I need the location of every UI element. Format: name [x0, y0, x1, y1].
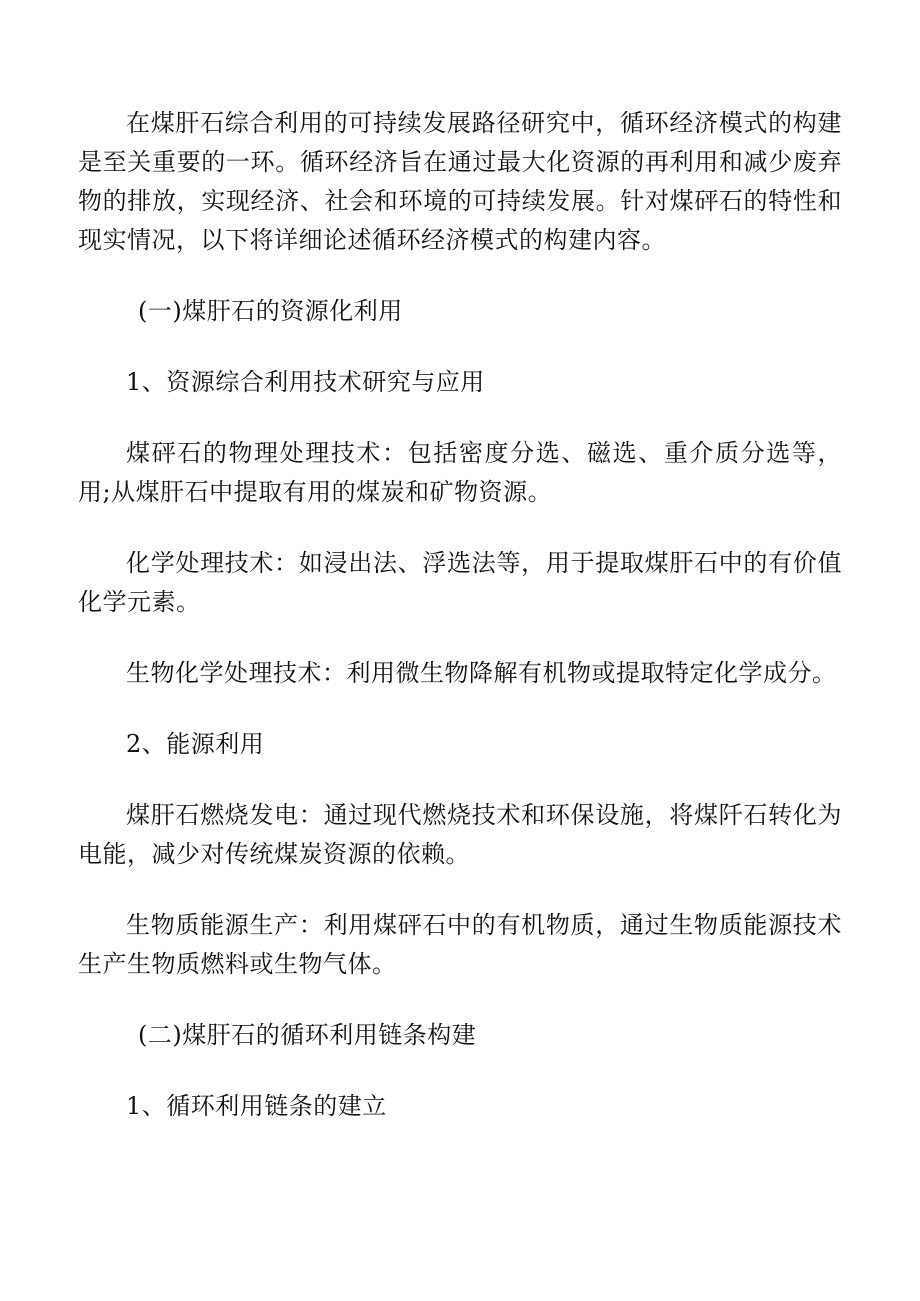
- document-page: [78, 104, 842, 1126]
- subsection-heading-2: 2、能源利用: [126, 730, 265, 758]
- section-heading-1: (一)煤肝石的资源化利用: [138, 297, 403, 325]
- biochemical-treatment-paragraph: 生物化学处理技术：利用微生物降解有机物或提取特定化学成分。: [126, 659, 837, 687]
- power-generation-paragraph: 煤肝石燃烧发电：通过现代燃烧技术和环保设施，将煤阡石转化为电能，减少对传统煤炭资源的依赖。: [78, 801, 842, 868]
- chemical-treatment-paragraph: 化学处理技术：如浸出法、浮选法等，用于提取煤肝石中的有价值化学元素。: [78, 549, 842, 616]
- biomass-energy-paragraph: 生物质能源生产：利用煤砰石中的有机物质，通过生物质能源技术生产生物质燃料或生物气体。: [78, 911, 842, 978]
- subsection-heading-1: 1、资源综合利用技术研究与应用: [126, 368, 485, 396]
- subsection-heading-3: 1、循环利用链条的建立: [126, 1092, 387, 1120]
- physical-treatment-paragraph: 煤砰石的物理处理技术：包括密度分选、磁选、重介质分选等，用;从煤肝石中提取有用的煤炭和矿物资源。: [78, 439, 842, 506]
- intro-paragraph: 在煤肝石综合利用的可持续发展路径研究中，循环经济模式的构建是至关重要的一环。循环经济旨在通过最大化资源的再利用和减少废弃物的排放，实现经济、社会和环境的可持续发展。针对煤砰石的特性和现实情况，以下将详细论述循环经济模式的构建内容。: [78, 109, 842, 254]
- section-heading-2: (二)煤肝石的循环利用链条构建: [138, 1021, 477, 1049]
